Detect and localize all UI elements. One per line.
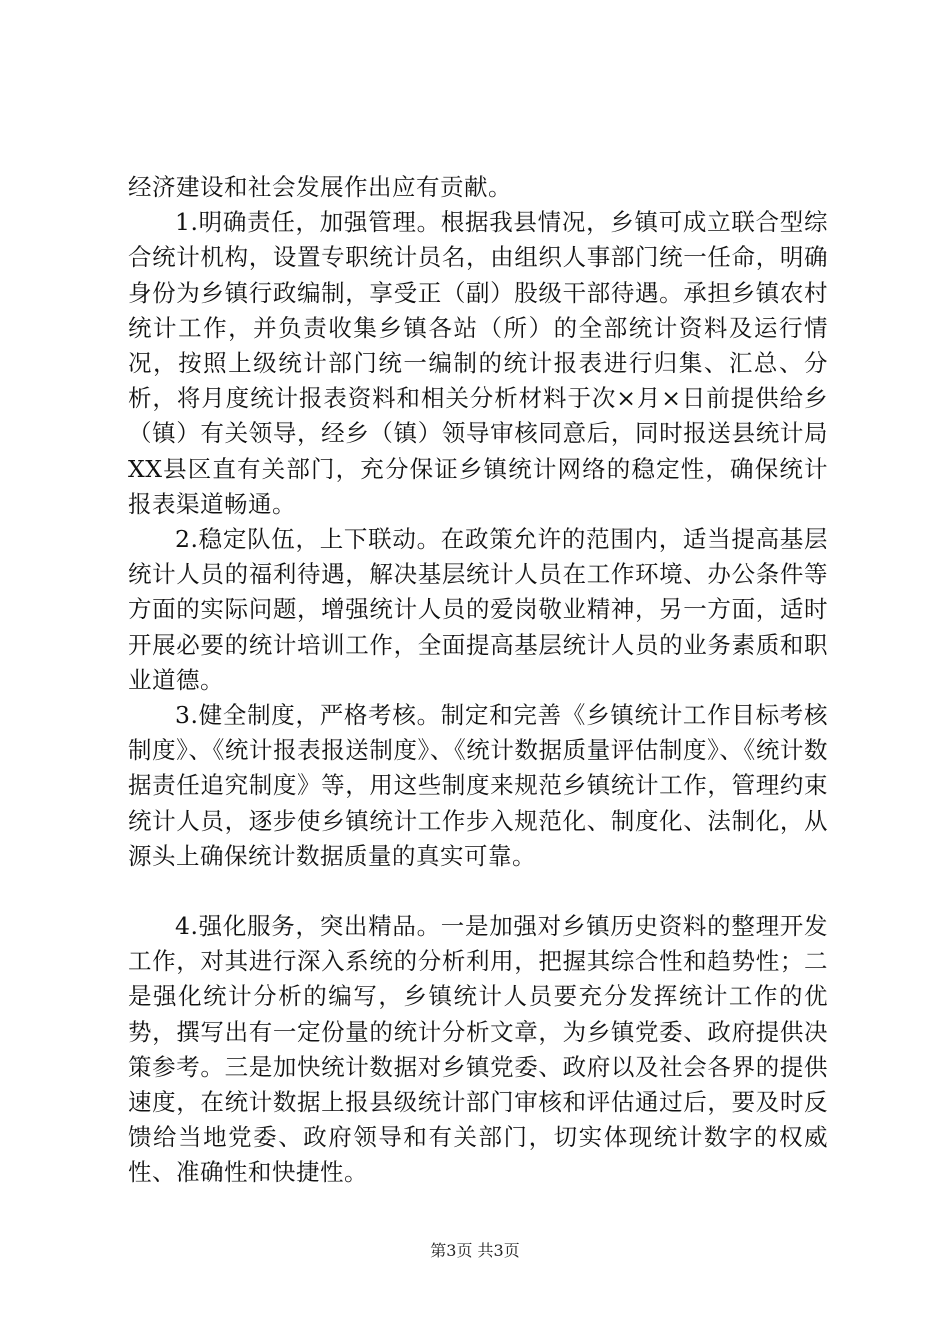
paragraph-item-4: 4.强化服务，突出精品。一是加强对乡镇历史资料的整理开发工作，对其进行深入系统的分析利用，把握其综合性和趋势性；二是强化统计分析的编写，乡镇统计人员要充分发挥统计工作的优势，撰写出有一定份量的统计分析文章，为乡镇党委、政府提供决策参考。三是加快统计数据对乡镇党委、政府以及社会各界的提供速度，在统计数据上报县级统计部门审核和评估通过后，要及时反馈给当地党委、政府领导和有关部门，切实体现统计数字的权威性、准确性和快捷性。: [128, 912, 828, 1187]
page-number-footer: 第3页 共3页: [430, 1241, 520, 1260]
paragraph-item-3: 3.健全制度，严格考核。制定和完善《乡镇统计工作目标考核制度》、《统计报表报送制度》、《统计数据质量评估制度》、《统计数据责任追究制度》等，用这些制度来规范乡镇统计工作，管理约束统计人员，逐步使乡镇统计工作步入规范化、制度化、法制化，从源头上确保统计数据质量的真实可靠。: [128, 701, 828, 870]
paragraph-item-1: 1.明确责任，加强管理。根据我县情况，乡镇可成立联合型综合统计机构，设置专职统计员名，由组织人事部门统一任命，明确身份为乡镇行政编制，享受正（副）股级干部待遇。承担乡镇农村统计工作，并负责收集乡镇各站（所）的全部统计资料及运行情况，按照上级统计部门统一编制的统计报表进行归集、汇总、分析，将月度统计报表资料和相关分析材料于次×月×日前提供给乡（镇）有关领导，经乡（镇）领导审核同意后，同时报送县统计局XX县区直有关部门，充分保证乡镇统计网络的稳定性，确保统计报表渠道畅通。: [128, 208, 828, 518]
paragraph-item-2: 2.稳定队伍，上下联动。在政策允许的范围内，适当提高基层统计人员的福利待遇，解决基层统计人员在工作环境、办公条件等方面的实际问题，增强统计人员的爱岗敬业精神，另一方面，适时开展必要的统计培训工作，全面提高基层统计人员的业务素质和职业道德。: [128, 525, 828, 694]
paragraph-continuation: 经济建设和社会发展作出应有贡献。: [128, 173, 512, 201]
document-body: [128, 170, 828, 1191]
